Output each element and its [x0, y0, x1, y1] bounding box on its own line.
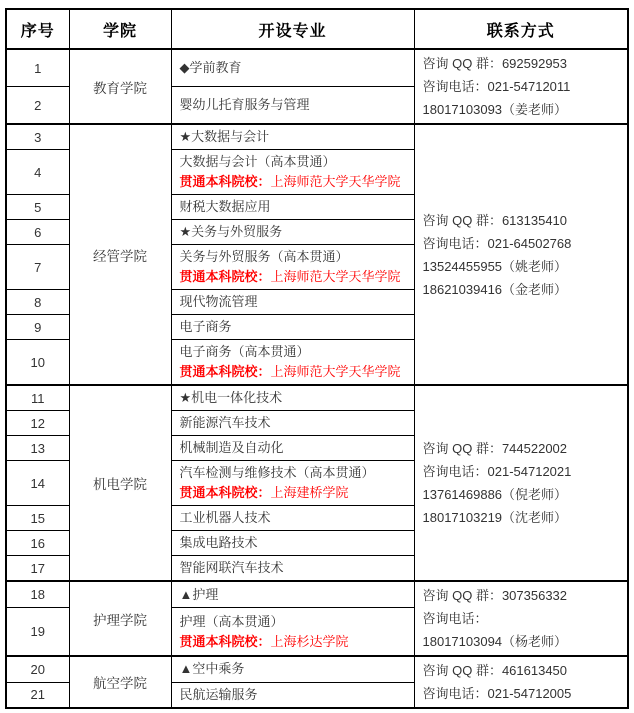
major-name: 新能源汽车技术: [179, 415, 271, 430]
college-name: 教育学院: [69, 49, 171, 124]
major-cell: [171, 556, 414, 582]
major-cell: [171, 608, 414, 656]
linked-college-label: 贯通本科院校：: [179, 269, 271, 284]
row-serial-number: 13: [6, 436, 69, 461]
linked-college-school-name: 上海师范大学天华学院: [270, 269, 401, 284]
table-row: [6, 656, 628, 682]
contact-line: 咨询电话：021-64502768: [422, 235, 572, 251]
major-name: 关务与外贸服务（高本贯通）: [179, 249, 349, 264]
linked-college-school-name: 上海师范大学天华学院: [270, 364, 401, 379]
linked-college-school-name: 上海建桥学院: [270, 485, 349, 500]
row-serial-number: 21: [6, 682, 69, 708]
major-name: ▲空中乘务: [179, 661, 245, 677]
major-cell: [171, 340, 414, 386]
major-cell: [171, 682, 414, 708]
row-serial-number: 2: [6, 87, 69, 125]
college-name: 机电学院: [69, 385, 171, 581]
major-cell: [171, 220, 414, 245]
linked-college-label: 贯通本科院校：: [179, 174, 271, 189]
major-cell: [171, 290, 414, 315]
row-serial-number: 8: [6, 290, 69, 315]
major-cell: [171, 195, 414, 220]
row-serial-number: 7: [6, 245, 69, 290]
major-name: ★大数据与会计: [179, 129, 270, 144]
row-serial-number: 16: [6, 531, 69, 556]
major-cell: [171, 245, 414, 290]
major-name: ◆学前教育: [179, 60, 242, 75]
header-majors-offered: 开设专业: [171, 9, 414, 49]
major-name: 现代物流管理: [179, 294, 258, 309]
major-cell: [171, 49, 414, 87]
row-serial-number: 1: [6, 49, 69, 87]
contact-line: 咨询 QQ 群：744522002: [422, 441, 568, 456]
contact-line: 18621039416（金老师）: [422, 281, 568, 297]
major-name: ★机电一体化技术: [179, 390, 283, 405]
major-name: 护理（高本贯通）: [179, 613, 284, 629]
major-name: 智能网联汽车技术: [179, 560, 284, 575]
major-name: 大数据与会计（高本贯通）: [179, 154, 336, 169]
college-name: 经管学院: [69, 124, 171, 385]
major-name: 集成电路技术: [179, 535, 258, 550]
row-serial-number: 5: [6, 195, 69, 220]
header-college: 学院: [69, 9, 171, 49]
contact-cell: [414, 49, 628, 124]
row-serial-number: 20: [6, 656, 69, 682]
contact-line: 18017103093（姜老师）: [422, 102, 568, 117]
table-row: [6, 385, 628, 411]
contact-line: 13761469886（倪老师）: [422, 487, 568, 502]
table-header: [6, 9, 628, 49]
major-cell: [171, 531, 414, 556]
major-name: 财税大数据应用: [179, 199, 271, 214]
contact-line: 18017103219（沈老师）: [422, 510, 568, 525]
major-cell: [171, 150, 414, 195]
contact-line: 咨询电话：021-54712005: [422, 686, 572, 701]
linked-college-label: 贯通本科院校：: [179, 633, 271, 649]
header-row: [6, 9, 628, 49]
major-name: 汽车检测与维修技术（高本贯通）: [179, 465, 375, 480]
contact-cell: [414, 581, 628, 656]
linked-college-label: 贯通本科院校：: [179, 364, 271, 379]
college-group: [6, 49, 628, 124]
contact-line: 咨询 QQ 群：307356332: [422, 588, 568, 603]
contact-cell: [414, 124, 628, 385]
header-contact-info: 联系方式: [414, 9, 628, 49]
contact-line: 咨询电话：021-54712021: [422, 464, 572, 479]
row-serial-number: 3: [6, 124, 69, 150]
linked-college-label: 贯通本科院校：: [179, 485, 271, 500]
contact-cell: [414, 385, 628, 581]
college-group: [6, 385, 628, 581]
major-cell: [171, 124, 414, 150]
row-serial-number: 10: [6, 340, 69, 386]
major-cell: [171, 315, 414, 340]
college-name: 航空学院: [69, 656, 171, 708]
row-serial-number: 17: [6, 556, 69, 582]
linked-bachelor-college-note: [180, 267, 410, 287]
contact-line: 咨询 QQ 群：461613450: [422, 663, 568, 678]
row-serial-number: 19: [6, 608, 69, 656]
college-group: [6, 124, 628, 385]
major-cell: [171, 87, 414, 125]
major-name: 民航运输服务: [179, 686, 258, 702]
row-serial-number: 11: [6, 385, 69, 411]
linked-bachelor-college-note: [180, 632, 410, 652]
college-name: 护理学院: [69, 581, 171, 656]
linked-bachelor-college-note: [180, 172, 410, 192]
contact-line: 咨询 QQ 群：613135410: [422, 212, 568, 228]
contact-line: 18017103094（杨老师）: [422, 634, 568, 649]
row-serial-number: 14: [6, 461, 69, 506]
major-cell: [171, 436, 414, 461]
linked-bachelor-college-note: [180, 483, 410, 503]
major-cell: [171, 656, 414, 682]
major-cell: [171, 461, 414, 506]
row-serial-number: 18: [6, 581, 69, 608]
contact-line: 咨询 QQ 群：692592953: [422, 56, 568, 71]
major-cell: [171, 411, 414, 436]
table-row: [6, 581, 628, 608]
contact-line: 咨询电话：021-54712011: [422, 79, 571, 94]
contact-line: 咨询电话：: [422, 611, 488, 626]
major-name: 婴幼儿托育服务与管理: [179, 97, 310, 112]
major-cell: [171, 581, 414, 608]
row-serial-number: 12: [6, 411, 69, 436]
linked-college-school-name: 上海杉达学院: [270, 633, 349, 649]
major-name: 工业机器人技术: [179, 510, 271, 525]
contact-cell: [414, 656, 628, 708]
major-name: ★关务与外贸服务: [179, 224, 283, 239]
major-name: 机械制造及自动化: [179, 440, 284, 455]
row-serial-number: 15: [6, 506, 69, 531]
row-serial-number: 4: [6, 150, 69, 195]
row-serial-number: 6: [6, 220, 69, 245]
table-row: [6, 124, 628, 150]
major-name: 电子商务: [179, 319, 232, 334]
college-group: [6, 581, 628, 656]
linked-bachelor-college-note: [180, 362, 410, 382]
table-row: [6, 49, 628, 87]
major-cell: [171, 385, 414, 411]
major-name: 电子商务（高本贯通）: [179, 344, 310, 359]
college-group: [6, 656, 628, 708]
major-cell: [171, 506, 414, 531]
linked-college-school-name: 上海师范大学天华学院: [270, 174, 401, 189]
contact-line: 13524455955（姚老师）: [422, 258, 568, 274]
admissions-table: [5, 8, 629, 709]
header-serial-number: 序号: [6, 9, 69, 49]
row-serial-number: 9: [6, 315, 69, 340]
major-name: ▲护理: [179, 586, 219, 602]
